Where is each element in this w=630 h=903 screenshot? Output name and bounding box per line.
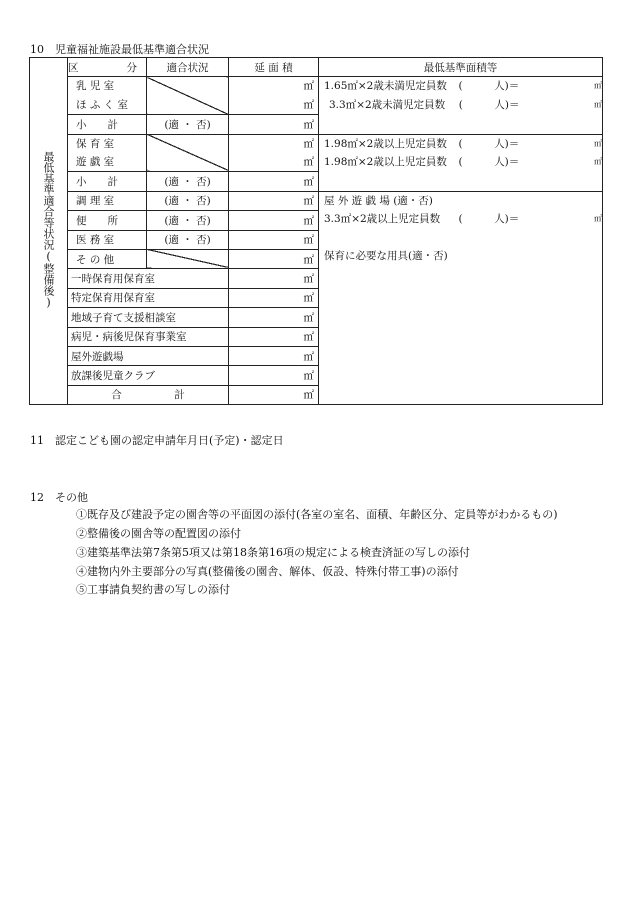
- header-row: [30, 58, 603, 77]
- conformity-subtotal-2: (適 ・ 否): [147, 172, 229, 191]
- table-row: [30, 191, 603, 210]
- room-chori: 調 理 室: [68, 191, 147, 210]
- room-nyuji: 乳 児 室: [76, 80, 115, 93]
- header-area: 延 面 積: [229, 58, 319, 77]
- standard-text: 1.98㎡×2歳以上児定員数: [324, 137, 447, 150]
- standard-line: [324, 210, 602, 228]
- standard-text: 3.3㎡×2歳以上児定員数: [324, 213, 441, 226]
- unit-label: ㎡: [303, 156, 314, 168]
- room-chiiki: 地域子育て支援相談室: [68, 308, 229, 327]
- room-hokago: 放課後児童クラブ: [68, 366, 229, 385]
- outdoor-playground-title: 屋 外 遊 戯 場 (適・否): [324, 194, 433, 207]
- area-total: ㎡: [229, 385, 319, 404]
- area-ichiji: ㎡: [229, 269, 319, 288]
- room-sonota: そ の 他: [68, 249, 147, 268]
- equipment-conformity: 保育に必要な用具(適・否): [324, 249, 448, 262]
- standard-text: 3.3㎡×2歳未満児定員数: [329, 98, 446, 111]
- standard-text: 1.65㎡×2歳未満児定員数: [324, 80, 447, 93]
- area-hokago: ㎡: [229, 366, 319, 385]
- section-11-title: 11 認定こども園の認定申請年月日(予定)・認定日: [30, 434, 284, 447]
- conformity-chori: (適 ・ 否): [147, 191, 229, 210]
- area-imu: ㎡: [229, 230, 319, 249]
- area-chiiki: ㎡: [229, 308, 319, 327]
- conformity-imu: (適 ・ 否): [147, 230, 229, 249]
- area-okugai: ㎡: [229, 346, 319, 365]
- unit-label: ㎡: [303, 80, 314, 93]
- conformity-na-3: [147, 249, 229, 268]
- room-hofuku: ほ ふ く 室: [76, 98, 129, 111]
- area-cell-group1: [229, 77, 319, 115]
- standard-group1: [319, 77, 603, 134]
- room-okugai: 屋外遊戯場: [68, 346, 229, 365]
- section-10-title: 10 児童福祉施設最低基準適合状況: [30, 43, 209, 56]
- side-label: 最低基準適合等状況(整備後): [42, 150, 55, 309]
- unit-label: ㎡: [303, 98, 314, 111]
- area-byoji: ㎡: [229, 327, 319, 346]
- unit-label: ㎡: [594, 81, 602, 91]
- room-yugi: 遊 戯 室: [76, 156, 115, 168]
- side-label-cell: [30, 58, 68, 405]
- standard-group3: [319, 191, 603, 404]
- room-cell-group2: [68, 134, 147, 172]
- standard-line: [324, 135, 602, 153]
- conformity-na-2: [147, 134, 229, 172]
- standard-group2: [319, 134, 603, 191]
- area-benjo: ㎡: [229, 211, 319, 230]
- unit-label: ㎡: [594, 138, 602, 148]
- room-imu: 医 務 室: [68, 230, 147, 249]
- standard-line: [324, 77, 602, 95]
- standard-count: ( 人)＝: [458, 98, 520, 111]
- room-ichiji: 一時保育用保育室: [68, 269, 229, 288]
- standard-count: ( 人)＝: [458, 80, 520, 93]
- area-subtotal-1: ㎡: [229, 115, 319, 134]
- standard-count: ( 人)＝: [458, 155, 520, 168]
- area-sonota: ㎡: [229, 249, 319, 268]
- area-tokutei: ㎡: [229, 288, 319, 307]
- header-standard: 最低基準面積等: [319, 58, 603, 77]
- standard-line: [324, 153, 602, 171]
- conformity-na-1: [147, 77, 229, 115]
- header-room: 区 分: [68, 58, 147, 77]
- attachment-item: ②整備後の園舎等の配置図の添付: [76, 527, 241, 540]
- minimum-standards-table: [29, 57, 603, 405]
- unit-label: ㎡: [594, 214, 602, 224]
- attachment-item: ④建物内外主要部分の写真(整備後の園舎、解体、仮設、特殊付帯工事)の添付: [76, 565, 459, 578]
- attachment-item: ③建築基準法第7条第5項又は第18条第16項の規定による検査済証の写しの添付: [76, 546, 470, 559]
- unit-label: ㎡: [594, 99, 602, 109]
- attachment-item: ①既存及び建設予定の園舎等の平面図の添付(各室の室名、面積、年齢区分、定員等がわかるもの): [76, 508, 558, 521]
- section-12-title: 12 その他: [30, 491, 88, 504]
- standard-count: ( 人)＝: [458, 213, 520, 226]
- area-subtotal-2: ㎡: [229, 172, 319, 191]
- room-total: 合 計: [68, 385, 229, 404]
- unit-label: ㎡: [594, 156, 602, 166]
- room-byoji: 病児・病後児保育事業室: [68, 327, 229, 346]
- room-subtotal-1: 小 計: [68, 115, 147, 134]
- header-conformity: 適合状況: [147, 58, 229, 77]
- standard-text: 1.98㎡×2歳以上児定員数: [324, 155, 447, 168]
- standard-count: ( 人)＝: [458, 137, 520, 150]
- room-benjo: 便 所: [68, 211, 147, 230]
- room-hoiku: 保 育 室: [76, 137, 115, 150]
- attachment-item: ⑤工事請負契約書の写しの添付: [76, 583, 230, 596]
- conformity-subtotal-1: (適 ・ 否): [147, 115, 229, 134]
- room-tokutei: 特定保育用保育室: [68, 288, 229, 307]
- standard-line: [324, 96, 602, 114]
- conformity-benjo: (適 ・ 否): [147, 211, 229, 230]
- area-chori: ㎡: [229, 191, 319, 210]
- room-subtotal-2: 小 計: [68, 172, 147, 191]
- room-cell-group1: [68, 77, 147, 115]
- unit-label: ㎡: [303, 137, 314, 150]
- area-cell-group2: [229, 134, 319, 172]
